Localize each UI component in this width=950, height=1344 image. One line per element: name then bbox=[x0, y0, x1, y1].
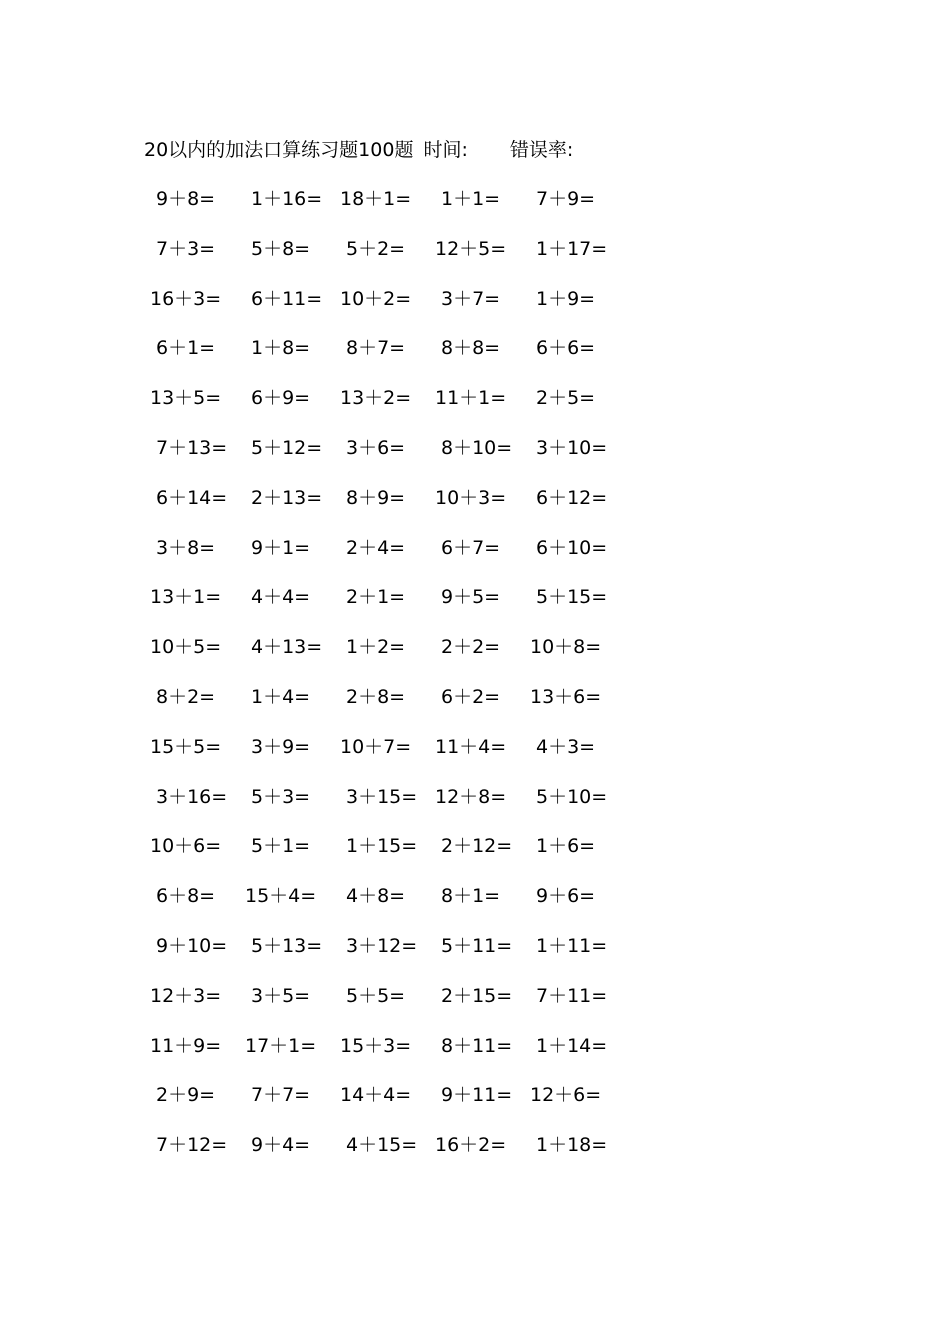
problem-row bbox=[0, 1081, 950, 1131]
problem-cell: 2＋2= bbox=[441, 636, 501, 659]
problem-cell: 5＋5= bbox=[346, 984, 406, 1007]
problem-cell: 1＋11= bbox=[536, 934, 608, 957]
problem-cell: 4＋8= bbox=[346, 885, 406, 908]
problem-cell: 7＋13= bbox=[156, 436, 228, 459]
problem-cell: 9＋8= bbox=[156, 188, 216, 210]
problem-cell: 2＋8= bbox=[346, 685, 406, 708]
problem-cell: 5＋1= bbox=[251, 835, 311, 858]
problem-cell: 5＋8= bbox=[251, 237, 311, 260]
problem-cell: 2＋12= bbox=[441, 835, 513, 858]
problem-row bbox=[0, 185, 950, 235]
problem-cell: 1＋8= bbox=[251, 337, 311, 360]
problem-cell: 6＋12= bbox=[536, 486, 608, 509]
problem-cell: 2＋15= bbox=[441, 984, 513, 1007]
problem-row bbox=[0, 832, 950, 882]
problem-cell: 7＋3= bbox=[156, 237, 216, 260]
problem-cell: 2＋4= bbox=[346, 536, 406, 559]
problem-cell: 6＋10= bbox=[536, 536, 608, 559]
problem-cell: 16＋3= bbox=[150, 287, 222, 310]
problem-cell: 8＋7= bbox=[346, 337, 406, 360]
time-label: 时间: bbox=[423, 139, 468, 161]
problem-cell: 6＋11= bbox=[251, 287, 323, 310]
problem-cell: 13＋6= bbox=[530, 685, 602, 708]
problem-cell: 2＋13= bbox=[251, 486, 323, 509]
problem-cell: 1＋2= bbox=[346, 636, 406, 659]
problem-row bbox=[0, 683, 950, 733]
problem-row bbox=[0, 932, 950, 982]
problem-row bbox=[0, 733, 950, 783]
worksheet-header bbox=[144, 136, 573, 164]
problem-cell: 6＋2= bbox=[441, 685, 501, 708]
problem-cell: 5＋13= bbox=[251, 934, 323, 957]
problem-cell: 15＋4= bbox=[245, 885, 317, 908]
problem-cell: 3＋9= bbox=[251, 735, 311, 758]
problem-cell: 3＋5= bbox=[251, 984, 311, 1007]
problem-cell: 10＋8= bbox=[530, 636, 602, 659]
problem-cell: 5＋11= bbox=[441, 934, 513, 957]
problem-cell: 11＋1= bbox=[435, 387, 507, 410]
problem-cell: 5＋12= bbox=[251, 436, 323, 459]
problem-cell: 3＋7= bbox=[441, 287, 501, 310]
problem-cell: 9＋5= bbox=[441, 586, 501, 609]
problem-cell: 3＋6= bbox=[346, 436, 406, 459]
problem-cell: 10＋2= bbox=[340, 287, 412, 310]
problem-cell: 6＋9= bbox=[251, 387, 311, 410]
problem-cell: 5＋15= bbox=[536, 586, 608, 609]
problem-row bbox=[0, 434, 950, 484]
problem-row bbox=[0, 583, 950, 633]
problem-row bbox=[0, 235, 950, 285]
problem-row bbox=[0, 534, 950, 584]
problem-cell: 4＋4= bbox=[251, 586, 311, 609]
problem-cell: 6＋6= bbox=[536, 337, 596, 360]
problem-cell: 7＋7= bbox=[251, 1084, 311, 1107]
problem-cell: 14＋4= bbox=[340, 1084, 412, 1107]
problem-cell: 3＋15= bbox=[346, 785, 418, 808]
problem-cell: 16＋2= bbox=[435, 1134, 507, 1157]
problem-row bbox=[0, 1131, 950, 1181]
problem-cell: 8＋8= bbox=[441, 337, 501, 360]
problem-row bbox=[0, 783, 950, 833]
problem-cell: 1＋17= bbox=[536, 237, 608, 260]
problem-cell: 1＋16= bbox=[251, 188, 323, 210]
problem-cell: 12＋6= bbox=[530, 1084, 602, 1107]
problem-cell: 10＋3= bbox=[435, 486, 507, 509]
problem-cell: 4＋13= bbox=[251, 636, 323, 659]
problem-cell: 10＋7= bbox=[340, 735, 412, 758]
problem-cell: 7＋11= bbox=[536, 984, 608, 1007]
problem-cell: 8＋9= bbox=[346, 486, 406, 509]
problem-cell: 6＋1= bbox=[156, 337, 216, 360]
problem-cell: 1＋14= bbox=[536, 1034, 608, 1057]
problem-cell: 6＋14= bbox=[156, 486, 228, 509]
problem-cell: 1＋15= bbox=[346, 835, 418, 858]
problem-cell: 1＋6= bbox=[536, 835, 596, 858]
problem-cell: 4＋15= bbox=[346, 1134, 418, 1157]
problem-cell: 17＋1= bbox=[245, 1034, 317, 1057]
problem-cell: 11＋9= bbox=[150, 1034, 222, 1057]
problem-cell: 5＋10= bbox=[536, 785, 608, 808]
problem-cell: 15＋3= bbox=[340, 1034, 412, 1057]
problem-cell: 12＋8= bbox=[435, 785, 507, 808]
problem-row bbox=[0, 384, 950, 434]
problem-cell: 3＋8= bbox=[156, 536, 216, 559]
problem-cell: 13＋1= bbox=[150, 586, 222, 609]
problem-grid bbox=[0, 185, 950, 1181]
problem-cell: 10＋5= bbox=[150, 636, 222, 659]
problem-row bbox=[0, 982, 950, 1032]
problem-cell: 8＋1= bbox=[441, 885, 501, 908]
problem-cell: 18＋1= bbox=[340, 188, 412, 210]
problem-row bbox=[0, 334, 950, 384]
problem-cell: 13＋5= bbox=[150, 387, 222, 410]
problem-cell: 10＋6= bbox=[150, 835, 222, 858]
problem-cell: 8＋10= bbox=[441, 436, 513, 459]
problem-cell: 7＋12= bbox=[156, 1134, 228, 1157]
problem-row bbox=[0, 633, 950, 683]
problem-cell: 1＋9= bbox=[536, 287, 596, 310]
problem-cell: 5＋2= bbox=[346, 237, 406, 260]
problem-cell: 8＋11= bbox=[441, 1034, 513, 1057]
problem-cell: 9＋6= bbox=[536, 885, 596, 908]
problem-cell: 9＋1= bbox=[251, 536, 311, 559]
problem-cell: 12＋3= bbox=[150, 984, 222, 1007]
problem-cell: 8＋2= bbox=[156, 685, 216, 708]
problem-cell: 1＋18= bbox=[536, 1134, 608, 1157]
problem-cell: 9＋10= bbox=[156, 934, 228, 957]
problem-cell: 1＋1= bbox=[441, 188, 501, 210]
problem-cell: 1＋4= bbox=[251, 685, 311, 708]
problem-cell: 2＋9= bbox=[156, 1084, 216, 1107]
problem-cell: 7＋9= bbox=[536, 188, 596, 210]
problem-cell: 15＋5= bbox=[150, 735, 222, 758]
problem-cell: 3＋10= bbox=[536, 436, 608, 459]
problem-cell: 3＋16= bbox=[156, 785, 228, 808]
problem-cell: 5＋3= bbox=[251, 785, 311, 808]
problem-cell: 2＋5= bbox=[536, 387, 596, 410]
problem-row bbox=[0, 285, 950, 335]
problem-cell: 6＋8= bbox=[156, 885, 216, 908]
problem-cell: 3＋12= bbox=[346, 934, 418, 957]
problem-cell: 9＋4= bbox=[251, 1134, 311, 1157]
problem-cell: 2＋1= bbox=[346, 586, 406, 609]
problem-cell: 6＋7= bbox=[441, 536, 501, 559]
problem-cell: 9＋11= bbox=[441, 1084, 513, 1107]
problem-cell: 4＋3= bbox=[536, 735, 596, 758]
error-rate-label: 错误率: bbox=[509, 139, 574, 161]
problem-row bbox=[0, 1032, 950, 1082]
problem-cell: 12＋5= bbox=[435, 237, 507, 260]
problem-cell: 13＋2= bbox=[340, 387, 412, 410]
worksheet-title: 20以内的加法口算练习题100题 bbox=[144, 139, 414, 161]
problem-row bbox=[0, 484, 950, 534]
problem-row bbox=[0, 882, 950, 932]
problem-cell: 11＋4= bbox=[435, 735, 507, 758]
